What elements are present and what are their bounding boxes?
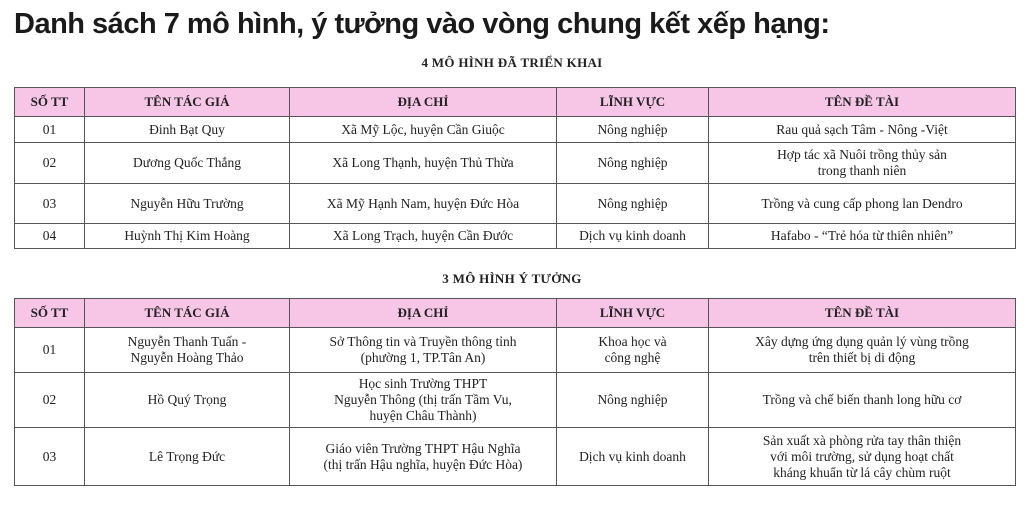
cell-text-line: kháng khuẩn từ lá cây chùm ruột (773, 464, 951, 480)
cell-text-line: huyện Châu Thành) (369, 408, 477, 423)
cell-text-line: (phường 1, TP.Tân An) (360, 350, 486, 365)
col-header-author: TÊN TÁC GIẢ (85, 299, 290, 328)
cell-text-line: Xã Long Trạch, huyện Cần Đước (332, 228, 514, 243)
cell-topic (709, 143, 1016, 184)
cell-text-line: Trồng và chế biến thanh long hữu cơ (762, 392, 962, 407)
col-header-stt: SỐ TT (15, 299, 85, 328)
cell-author (85, 184, 290, 224)
page-title: Danh sách 7 mô hình, ý tưởng vào vòng chung kết xếp hạng: (14, 8, 830, 40)
section-heading-implemented: 4 MÔ HÌNH ĐÃ TRIỂN KHAI (421, 55, 603, 70)
cell-text-line: Nguyễn Thông (thị trấn Tầm Vu, (334, 392, 512, 407)
cell-stt: 02 (15, 373, 85, 428)
cell-author (85, 328, 290, 373)
cell-text-line: Nông nghiệp (597, 155, 668, 170)
cell-stt: 02 (15, 143, 85, 184)
cell-author (85, 428, 290, 486)
col-header-author: TÊN TÁC GIẢ (85, 88, 290, 117)
cell-address (290, 224, 557, 249)
cell-text-line: Nguyễn Hoàng Thảo (130, 350, 244, 365)
cell-text-line: Hafabo - “Trẻ hóa từ thiên nhiên” (770, 228, 954, 243)
cell-text-line: Trồng và cung cấp phong lan Dendro (761, 195, 963, 211)
cell-text-line: Sở Thông tin và Truyền thông tỉnh (329, 334, 517, 349)
cell-text-line: Xây dựng ứng dụng quản lý vùng trồng (755, 334, 969, 349)
cell-text-line: Giáo viên Trường THPT Hậu Nghĩa (325, 440, 521, 456)
cell-text-line: (thị trấn Hậu nghĩa, huyện Đức Hòa) (323, 456, 523, 472)
cell-text-line: Nông nghiệp (597, 392, 668, 407)
cell-field (557, 143, 709, 184)
cell-text-line: Lê Trọng Đức (148, 448, 226, 464)
table-row (15, 428, 1016, 486)
cell-address (290, 328, 557, 373)
table-row (15, 224, 1016, 249)
cell-text-line: trong thanh niên (817, 163, 907, 178)
cell-text-line: Nông nghiệp (597, 195, 668, 211)
cell-address (290, 117, 557, 143)
cell-text-line: Đinh Bạt Quy (149, 121, 225, 137)
cell-text-line: Nguyễn Thanh Tuấn - (127, 334, 247, 349)
table-header-row (15, 88, 1016, 117)
cell-author (85, 117, 290, 143)
cell-text-line: Rau quả sạch Tâm - Nông -Việt (776, 121, 948, 137)
cell-topic (709, 117, 1016, 143)
cell-field (557, 184, 709, 224)
col-header-address: ĐỊA CHỈ (290, 88, 557, 117)
cell-text-line: Dịch vụ kinh doanh (579, 228, 686, 243)
col-header-topic: TÊN ĐỀ TÀI (709, 88, 1016, 117)
table-row (15, 143, 1016, 184)
cell-field (557, 428, 709, 486)
cell-stt: 01 (15, 328, 85, 373)
implemented-models-table (14, 87, 1016, 249)
cell-text-line: Huỳnh Thị Kim Hoàng (124, 228, 250, 243)
col-header-topic: TÊN ĐỀ TÀI (709, 299, 1016, 328)
cell-field (557, 117, 709, 143)
table-row (15, 373, 1016, 428)
cell-stt: 04 (15, 224, 85, 249)
cell-text-line: Dương Quốc Thắng (133, 155, 241, 170)
cell-text-line: Khoa học và (598, 334, 667, 349)
col-header-address: ĐỊA CHỈ (290, 299, 557, 328)
cell-topic (709, 224, 1016, 249)
cell-address (290, 184, 557, 224)
idea-models-table (14, 298, 1016, 486)
cell-text-line: Nông nghiệp (597, 121, 668, 137)
cell-field (557, 373, 709, 428)
cell-topic (709, 184, 1016, 224)
cell-topic (709, 428, 1016, 486)
cell-author (85, 224, 290, 249)
cell-field (557, 224, 709, 249)
cell-field (557, 328, 709, 373)
cell-address (290, 373, 557, 428)
table-header-row (15, 299, 1016, 328)
cell-topic (709, 328, 1016, 373)
cell-text-line: với môi trường, sử dụng hoạt chất (770, 448, 954, 464)
cell-text-line: trên thiết bị di động (808, 350, 916, 365)
cell-text-line: Hợp tác xã Nuôi trồng thủy sản (777, 147, 947, 162)
cell-text-line: Dịch vụ kinh doanh (579, 448, 686, 464)
section-heading-ideas: 3 MÔ HÌNH Ý TƯỞNG (442, 271, 582, 286)
cell-author (85, 373, 290, 428)
cell-text-line: Xã Long Thạnh, huyện Thủ Thừa (332, 155, 514, 170)
cell-text-line: Học sinh Trường THPT (358, 376, 488, 391)
cell-text-line: Nguyễn Hữu Trường (130, 195, 244, 211)
cell-text-line: Xã Mỹ Hạnh Nam, huyện Đức Hòa (326, 195, 520, 211)
col-header-field: LĨNH VỰC (557, 299, 709, 328)
cell-text-line: Hồ Quý Trọng (147, 392, 227, 407)
cell-address (290, 428, 557, 486)
cell-text-line: Xã Mỹ Lộc, huyện Cần Giuộc (341, 121, 505, 137)
table-row (15, 184, 1016, 224)
cell-text-line: Sản xuất xà phòng rửa tay thân thiện (762, 432, 962, 448)
col-header-stt: SỐ TT (15, 88, 85, 117)
table-row (15, 117, 1016, 143)
cell-stt: 03 (15, 184, 85, 224)
cell-text-line: công nghệ (604, 350, 661, 365)
cell-stt: 03 (15, 428, 85, 486)
table-row (15, 328, 1016, 373)
cell-address (290, 143, 557, 184)
cell-author (85, 143, 290, 184)
cell-topic (709, 373, 1016, 428)
cell-stt: 01 (15, 117, 85, 143)
col-header-field: LĨNH VỰC (557, 88, 709, 117)
